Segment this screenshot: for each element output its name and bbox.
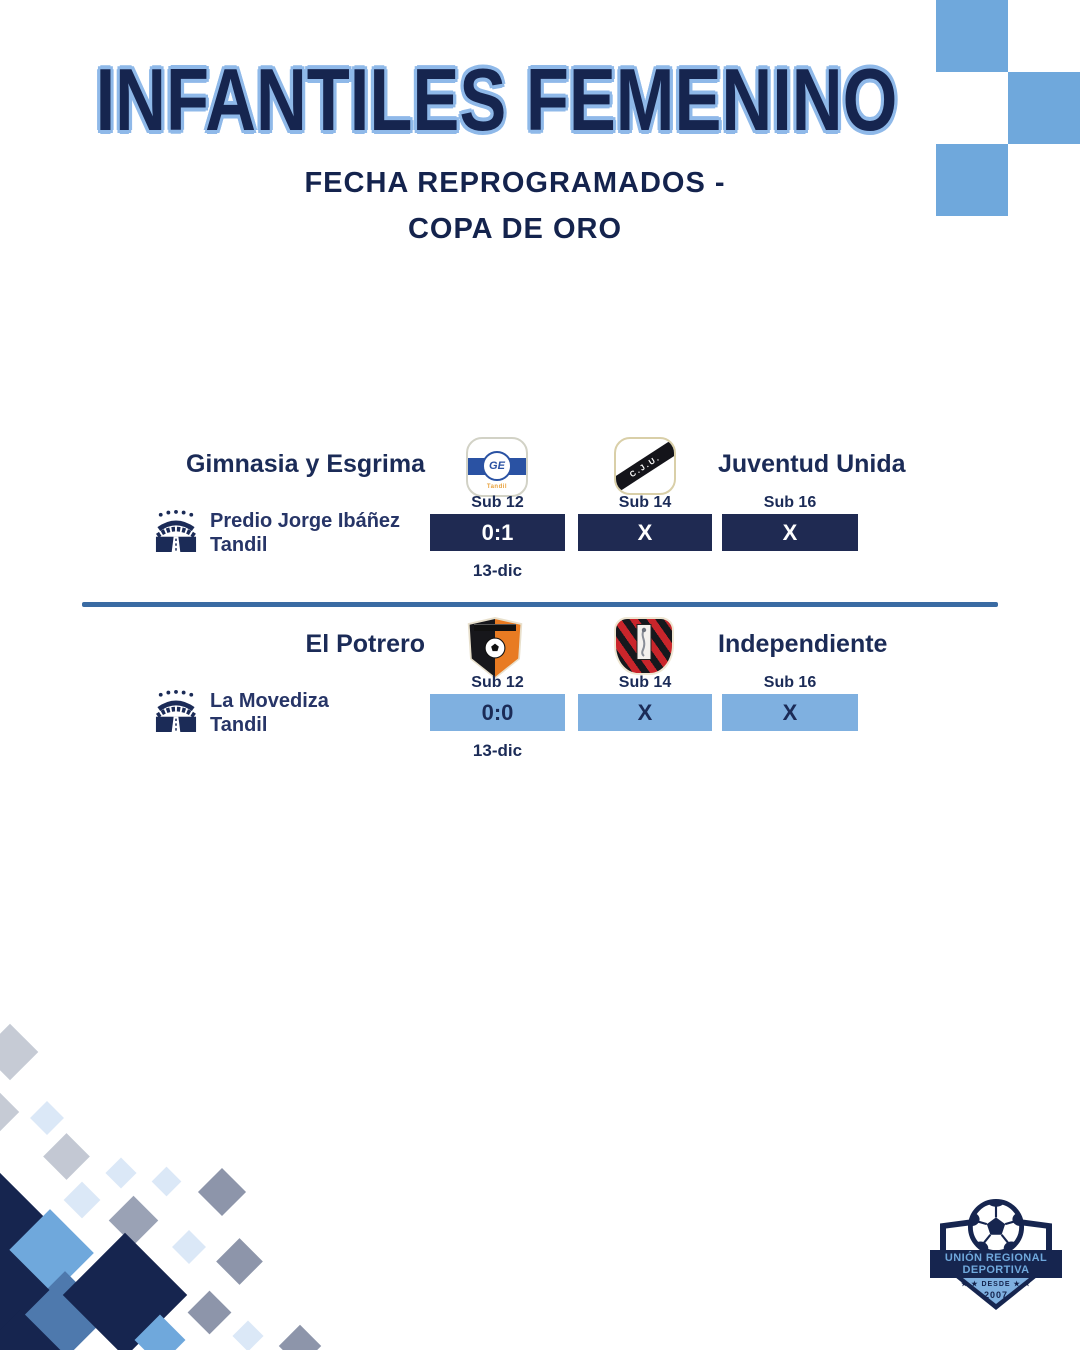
- juventud-unida-crest-icon: [614, 437, 676, 495]
- home-team-name: Gimnasia y Esgrima: [185, 450, 425, 478]
- deco-diamond: [64, 1182, 101, 1219]
- deco-diamond: [152, 1167, 182, 1197]
- deco-diamond: [43, 1133, 90, 1180]
- soccer-ball-icon: [484, 637, 506, 659]
- venue-text: [210, 689, 329, 737]
- category-label: Sub 12: [471, 674, 524, 691]
- deco-diamond: [30, 1101, 64, 1135]
- venue-city: Tandil: [210, 534, 268, 556]
- el-potrero-crest-icon: [466, 617, 524, 679]
- category-label: Sub 14: [618, 494, 672, 511]
- union-regional-deportiva-logo: [930, 1200, 1062, 1316]
- venue-name: Predio Jorge Ibáñez: [210, 510, 401, 532]
- potrero-crest-body: [468, 619, 522, 677]
- category-label: Sub 16: [763, 494, 817, 511]
- match-date: 13-dic: [472, 561, 523, 580]
- deco-diamond: [188, 1291, 232, 1335]
- deco-diamond: [198, 1168, 246, 1216]
- score-box-sub14: X: [578, 514, 712, 551]
- logo-banner: [930, 1250, 1062, 1278]
- deco-diamond: [279, 1325, 321, 1350]
- match-card-gimnasia-vs-juventud: [0, 437, 1080, 597]
- potrero-crest-shield: [466, 617, 524, 679]
- deco-diamond: [232, 1320, 263, 1350]
- subtitle-line-2: COPA DE ORO: [407, 213, 622, 245]
- logo-name-line-1: UNIÓN REGIONAL: [944, 1251, 1048, 1264]
- score-box-sub16: X: [722, 694, 858, 731]
- independiente-crest-shield: [614, 617, 674, 675]
- deco-square: [936, 0, 1008, 72]
- deco-diamond: [216, 1238, 263, 1285]
- category-label: Sub 12: [471, 494, 524, 511]
- score-box-sub12: 0:0: [430, 694, 565, 731]
- logo-since-label: ★ ★ DESDE ★ ★: [961, 1281, 1031, 1288]
- page-subtitle: [0, 160, 1030, 252]
- gimnasia-y-esgrima-crest-icon: [466, 437, 528, 497]
- stadium-icon: [155, 689, 197, 733]
- deco-diamond: [0, 1024, 38, 1081]
- logo-since-year: 2007: [983, 1290, 1009, 1300]
- logo-name-line-2: DEPORTIVA: [962, 1264, 1030, 1276]
- venue-city: Tandil: [210, 714, 268, 736]
- match-card-potrero-vs-independiente: [0, 617, 1080, 777]
- page-title: INFANTILES FEMENINO: [95, 50, 898, 149]
- venue-text: [210, 509, 400, 557]
- soccer-ball-icon: [967, 1198, 1025, 1256]
- crest-banner: [474, 624, 515, 631]
- independiente-crest-icon: [614, 617, 674, 675]
- deco-square: [1008, 72, 1080, 144]
- deco-diamond: [105, 1157, 136, 1188]
- subtitle-line-1: FECHA REPROGRAMADOS -: [304, 167, 726, 199]
- score-box-sub14: X: [578, 694, 712, 731]
- crest-monogram: GE: [482, 451, 512, 481]
- away-team-name: Independiente: [718, 630, 888, 658]
- stadium-icon: [155, 509, 197, 553]
- score-box-sub12: 0:1: [430, 514, 565, 551]
- deco-diamond: [172, 1230, 206, 1264]
- venue-block: [155, 509, 400, 557]
- crest-caption: Tandil: [486, 484, 508, 490]
- away-team-name: Juventud Unida: [718, 450, 906, 478]
- section-divider: [82, 602, 998, 607]
- score-box-sub16: X: [722, 514, 858, 551]
- juventud-crest-shield: [614, 437, 676, 495]
- category-label: Sub 14: [618, 674, 672, 691]
- venue-block: [155, 689, 329, 737]
- match-date: 13-dic: [472, 741, 523, 760]
- venue-name: La Movediza: [210, 690, 329, 712]
- gimnasia-crest-shield: [466, 437, 528, 497]
- category-label: Sub 16: [763, 674, 817, 691]
- deco-diamond: [109, 1196, 158, 1245]
- crest-figure: [638, 625, 651, 659]
- crest-center-panel: [637, 624, 652, 660]
- deco-diamond: [0, 1091, 19, 1133]
- crest-band-text: C.J.U.: [614, 437, 676, 495]
- home-team-name: El Potrero: [305, 630, 425, 658]
